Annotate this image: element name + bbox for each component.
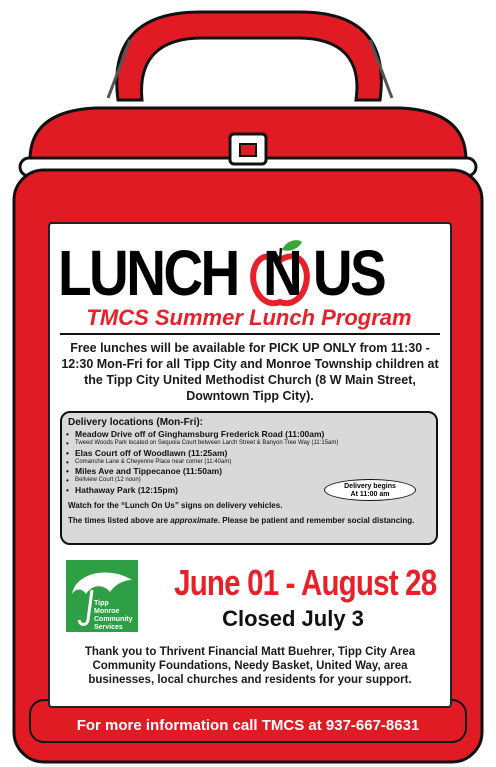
divider [60, 333, 440, 335]
title-lunch: LUNCH [58, 237, 238, 309]
delivery-location: • Meadow Drive off of Ginghamsburg Frederick Road (11:00am) [66, 430, 338, 439]
logo-text [94, 600, 133, 632]
logo-line: Community [94, 616, 133, 623]
times-note [68, 516, 428, 526]
logo-line: Monroe [94, 608, 120, 615]
delivery-location: • Miles Ave and Tippecanoe (11:50am) [66, 467, 338, 476]
delivery-list [66, 430, 338, 495]
delivery-location: • Comanche Lane & Cheyenne Place near corner (11:40am) [66, 458, 338, 467]
delivery-location: • Tweed Woods Park located on Sequoia Court between Larch Street & Banyon Tree Way (11:15am) [66, 439, 338, 448]
title-on-us: N US [263, 237, 385, 309]
delivery-heading: Delivery locations (Mon-Fri): [68, 417, 204, 428]
tmcs-logo [66, 560, 138, 632]
closed-notice: Closed July 3 [222, 606, 364, 631]
thanks-text: Thank you to Thrivent Financial Matt Buehrer, Tipp City Area Community Foundations, Needy Basket, United Way, area businesses, local churches and residents for your support. [84, 646, 416, 686]
logo-line: Tipp [94, 600, 109, 607]
badge-line-1: Delivery begins [344, 483, 396, 490]
delivery-location: • Elas Court off of Woodlawn (11:25am) [66, 449, 338, 458]
delivery-box [60, 411, 438, 545]
handle [117, 12, 382, 100]
footer-contact: For more information call TMCS at 937-667-8631 [76, 717, 420, 734]
logo-line: Services [94, 624, 123, 631]
program-dates: June 01 - August 28 [174, 562, 437, 603]
watch-note: Watch for the “Lunch On Us” signs on delivery vehicles. [68, 501, 283, 510]
note-emphasis: approximate [170, 516, 218, 525]
intro-text: Free lunches will be available for PICK UP ONLY from 11:30 - 12:30 Mon-Fri for all Tipp City and Monroe Township children at the Tipp City United Methodist Church (8 W Main Street, Downtown Tipp City). [61, 341, 439, 403]
note-pre: The times listed above are [68, 516, 171, 525]
delivery-location: • Hathaway Park (12:15pm) [66, 486, 338, 495]
badge-line-2: At 11:00 am [350, 491, 390, 498]
delivery-location: • Bellview Court (12 noon) [66, 476, 338, 485]
title [58, 238, 438, 308]
delivery-start-badge [324, 479, 416, 501]
subtitle: TMCS Summer Lunch Program [86, 305, 412, 330]
note-post: . Please be patient and remember social distancing. [217, 516, 415, 525]
